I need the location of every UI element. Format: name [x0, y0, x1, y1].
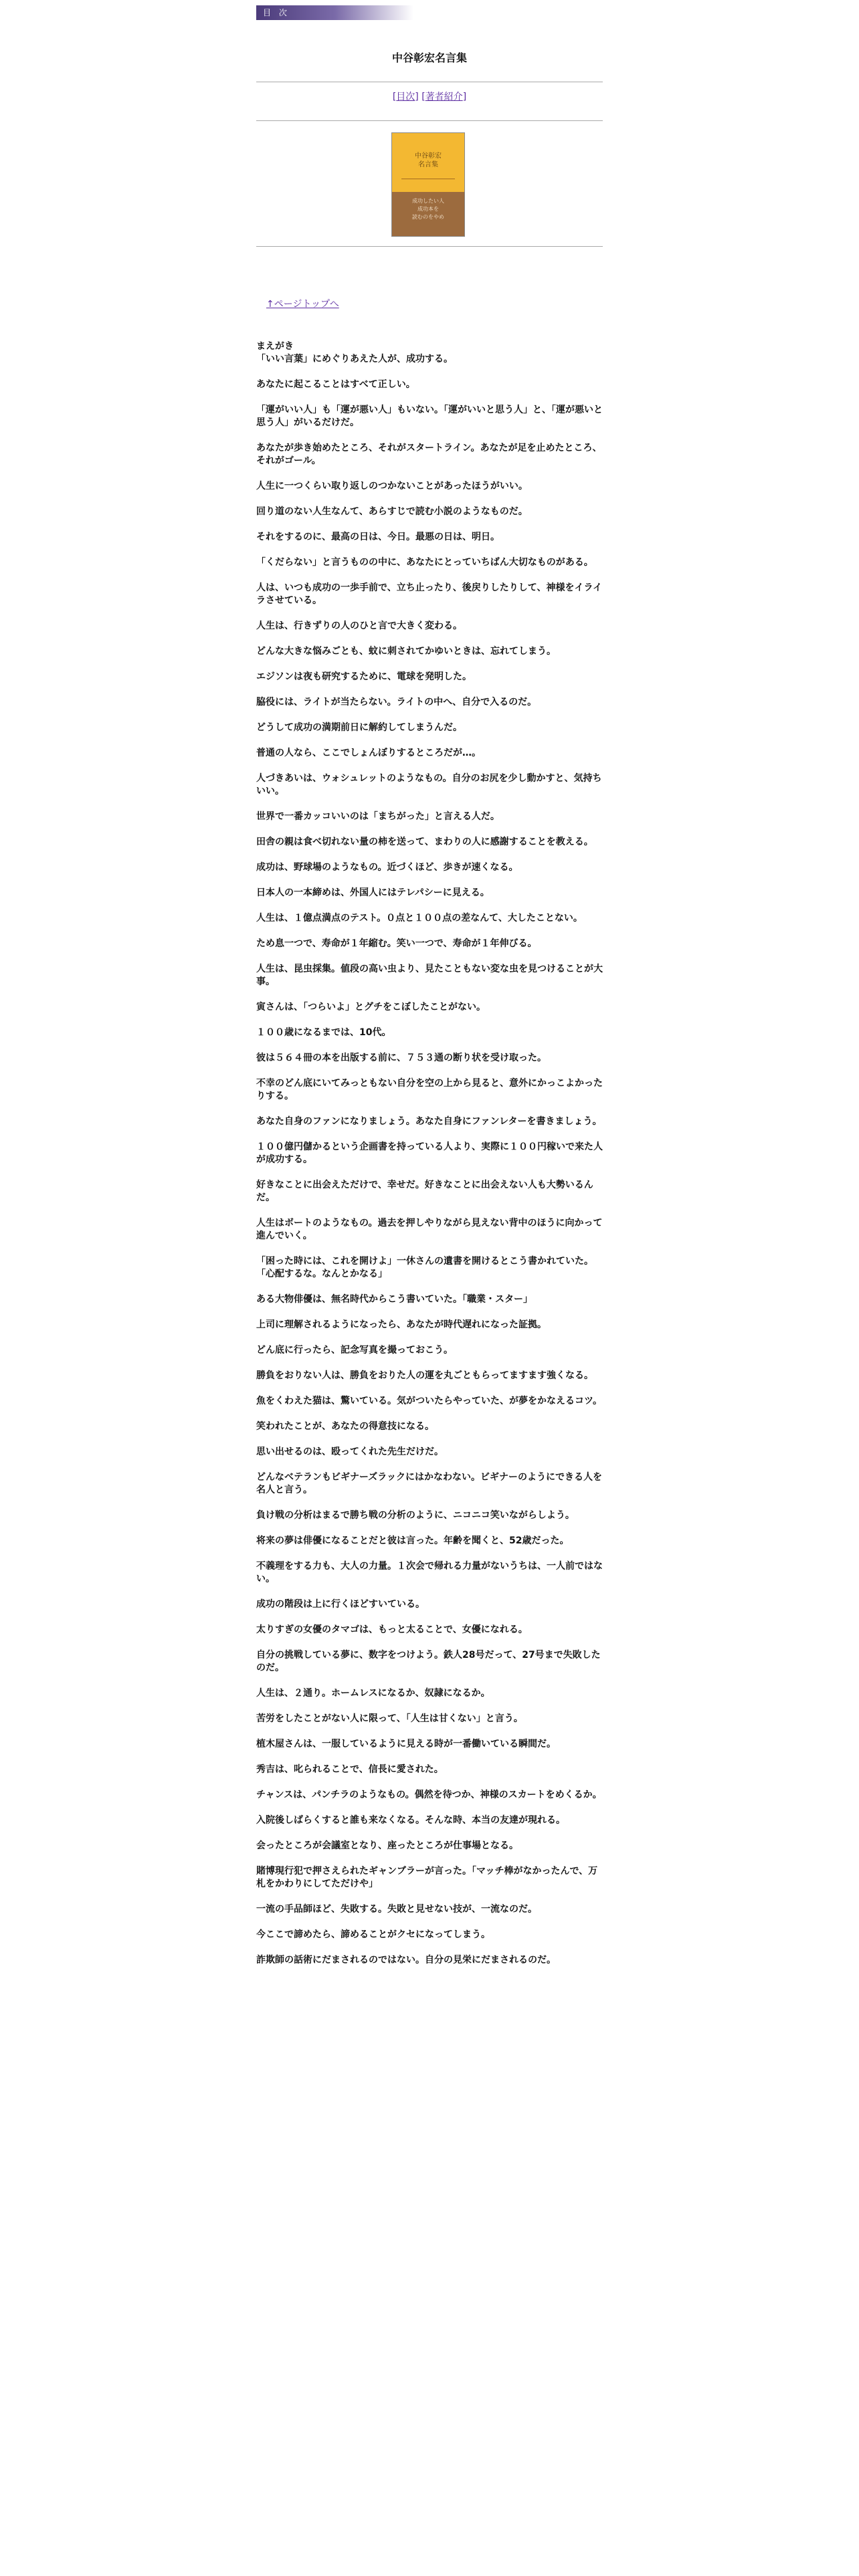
quote-paragraph: 人は、いつも成功の一歩手前で、立ち止ったり、後戻りしたりして、神様をイライラさせている。 [256, 582, 603, 606]
quote-paragraph: 不義理をする力も、大人の力量。１次会で帰れる力量がないうちは、一人前ではない。 [256, 1561, 603, 1584]
quote-paragraph: 秀吉は、叱られることで、信長に愛された。 [256, 1764, 444, 1775]
quote-paragraph: 自分の挑戦している夢に、数字をつけよう。鉄人28号だって、27号まで失敗したのだ。 [256, 1650, 601, 1673]
quote-paragraph: １００歳になるまでは、10代。 [256, 1027, 391, 1038]
quote-paragraph: 人生はボートのようなもの。過去を押しやりながら見えない背中のほうに向かって進んでいく。 [256, 1218, 603, 1241]
book-cover-title: 中谷彰宏 名言集 [415, 152, 442, 169]
quote-paragraph: 「運がいい人」も「運が悪い人」もいない。「運がいいと思う人」と、「運が悪いと思う人」がいるだけだ。 [256, 405, 603, 428]
book-cover-image [391, 132, 465, 237]
quote-paragraph: 笑われたことが、あなたの得意技になる。 [256, 1421, 434, 1432]
quote-paragraph: 「いい言葉」にめぐりあえた人が、成功する。 [256, 354, 453, 364]
book-cover-band [392, 192, 464, 236]
quote-paragraph: 不幸のどん底にいてみっともない自分を空の上から見ると、意外にかっこよかったりする。 [256, 1078, 603, 1101]
quote-paragraph: 人生に一つくらい取り返しのつかないことがあったほうがいい。 [256, 481, 528, 492]
quote-paragraph: 植木屋さんは、一服しているように見える時が一番働いている瞬間だ。 [256, 1739, 556, 1749]
quote-paragraph: 「くだらない」と言うものの中に、あなたにとっていちばん大切なものがある。 [256, 557, 593, 568]
quote-paragraph: どうして成功の満期前日に解約してしまうんだ。 [256, 722, 462, 733]
quote-paragraph: 太りすぎの女優のタマゴは、もっと太ることで、女優になれる。 [256, 1624, 528, 1635]
top-nav: [目次] [著者紹介] [392, 92, 467, 102]
quote-paragraph: ため息一つで、寿命が１年縮む。笑い一つで、寿命が１年伸びる。 [256, 938, 537, 949]
quote-paragraph: あなたに起こることはすべて正しい。 [256, 379, 415, 390]
quote-paragraph: 一流の手品師ほど、失敗する。失敗と見せない技が、一流なのだ。 [256, 1904, 537, 1915]
quote-paragraph: 詐欺師の話術にだまされるのではない。自分の見栄にだまされるのだ。 [256, 1955, 556, 1965]
page-top-link[interactable]: ↑ページトップへ [266, 299, 339, 310]
quote-paragraph: 成功の階段は上に行くほどすいている。 [256, 1599, 425, 1610]
page-title: 中谷彰宏名言集 [391, 51, 467, 64]
book-cover-subtitle: 成功したい人 成功本を 読むのをやめ [412, 198, 444, 220]
quote-paragraph: どんな大きな悩みごとも、蚊に刺されてかゆいときは、忘れてしまう。 [256, 646, 556, 657]
quote-paragraph: どんなベテランもビギナーズラックにはかなわない。ビギナーのようにできる人を名人と言う。 [256, 1472, 603, 1495]
quote-paragraph: ある大物俳優は、無名時代からこう書いていた。「職業・スター」 [256, 1294, 533, 1305]
divider [256, 120, 603, 121]
quote-paragraph: 今ここで諦めたら、諦めることがクセになってしまう。 [256, 1929, 490, 1940]
quote-paragraph: 人生は、行きずりの人のひと言で大きく変わる。 [256, 621, 462, 631]
quote-paragraph: 入院後しばらくすると誰も来なくなる。そんな時、本当の友達が現れる。 [256, 1815, 565, 1826]
quote-paragraph: 好きなことに出会えただけで、幸せだ。好きなことに出会えない人も大勢いるんだ。 [256, 1180, 593, 1203]
quote-paragraph: 脇役には、ライトが当たらない。ライトの中へ、自分で入るのだ。 [256, 697, 537, 708]
quote-paragraph: それをするのに、最高の日は、今日。最悪の日は、明日。 [256, 532, 500, 542]
quote-paragraph: 成功は、野球場のようなもの。近づくほど、歩きが速くなる。 [256, 862, 518, 873]
quote-paragraph: 彼は５６４冊の本を出版する前に、７５３通の断り状を受け取った。 [256, 1053, 547, 1063]
quote-paragraph: 日本人の一本締めは、外国人にはテレパシーに見える。 [256, 887, 490, 898]
quote-paragraph: 会ったところが会議室となり、座ったところが仕事場となる。 [256, 1840, 518, 1851]
quote-paragraph: 田舎の親は食べ切れない量の柿を送って、まわりの人に感謝することを教える。 [256, 837, 593, 847]
section-heading: まえがき [256, 341, 294, 352]
quote-paragraph: エジソンは夜も研究するために、電球を発明した。 [256, 671, 472, 682]
author-link[interactable]: 著者紹介 [425, 92, 463, 102]
quote-paragraph: 人生は、昆虫採集。値段の高い虫より、見たこともない変な虫を見つけることが大事。 [256, 964, 603, 987]
toc-link[interactable]: 目次 [396, 92, 415, 102]
quote-list [256, 340, 604, 1979]
quote-paragraph: 回り道のない人生なんて、あらすじで読む小説のようなものだ。 [256, 506, 528, 517]
quote-paragraph: 「困った時には、これを開けよ」一休さんの遺書を開けるとこう書かれていた。「心配するな。なんとかなる」 [256, 1256, 593, 1279]
quote-paragraph: 魚をくわえた猫は、驚いている。気がついたらやっていた、が夢をかなえるコツ。 [256, 1396, 603, 1406]
quote-paragraph: 勝負をおりない人は、勝負をおりた人の運を丸ごともらってますます強くなる。 [256, 1370, 593, 1381]
quote-paragraph: チャンスは、パンチラのようなもの。偶然を待つか、神様のスカートをめくるか。 [256, 1790, 602, 1800]
quote-paragraph: １００億円儲かるという企画書を持っている人より、実際に１００円稼いで来た人が成功する。 [256, 1142, 603, 1165]
quote-paragraph: 人生は、２通り。ホームレスになるか、奴隷になるか。 [256, 1688, 490, 1699]
quote-paragraph: あなた自身のファンになりましょう。あなた自身にファンレターを書きましょう。 [256, 1116, 602, 1127]
quote-paragraph: 負け戦の分析はまるで勝ち戦の分析のように、ニコニコ笑いながらしよう。 [256, 1510, 575, 1521]
quote-paragraph: 将来の夢は俳優になることだと彼は言った。年齢を聞くと、52歳だった。 [256, 1535, 569, 1546]
quote-paragraph: 苦労をしたことがない人に限って、「人生は甘くない」と言う。 [256, 1713, 523, 1724]
toc-header-bar[interactable]: 目 次 [256, 5, 413, 20]
quote-paragraph: 上司に理解されるようになったら、あなたが時代遅れになった証拠。 [256, 1319, 547, 1330]
quote-paragraph: 人生は、１億点満点のテスト。０点と１００点の差なんて、大したことない。 [256, 913, 583, 924]
paragraphs [256, 353, 604, 1967]
quote-paragraph: 賭博現行犯で押さえられたギャンブラーが言った。「マッチ棒がなかったんで、万札をかわりにしてただけや」 [256, 1866, 598, 1889]
quote-paragraph: 世界で一番カッコいいのは「まちがった」と言える人だ。 [256, 811, 500, 822]
quote-paragraph: 寅さんは、「つらいよ」とグチをこぼしたことがない。 [256, 1002, 486, 1012]
quote-paragraph: 普通の人なら、ここでしょんぼりするところだが…。 [256, 748, 481, 758]
divider [256, 246, 603, 247]
quote-paragraph: 思い出せるのは、殴ってくれた先生だけだ。 [256, 1446, 444, 1457]
quote-paragraph: あなたが歩き始めたところ、それがスタートライン。あなたが足を止めたところ、それがゴール。 [256, 443, 602, 466]
quote-paragraph: 人づきあいは、ウォシュレットのようなもの。自分のお尻を少し動かすと、気持ちいい。 [256, 773, 602, 796]
quote-paragraph: どん底に行ったら、記念写真を撮っておこう。 [256, 1345, 453, 1356]
